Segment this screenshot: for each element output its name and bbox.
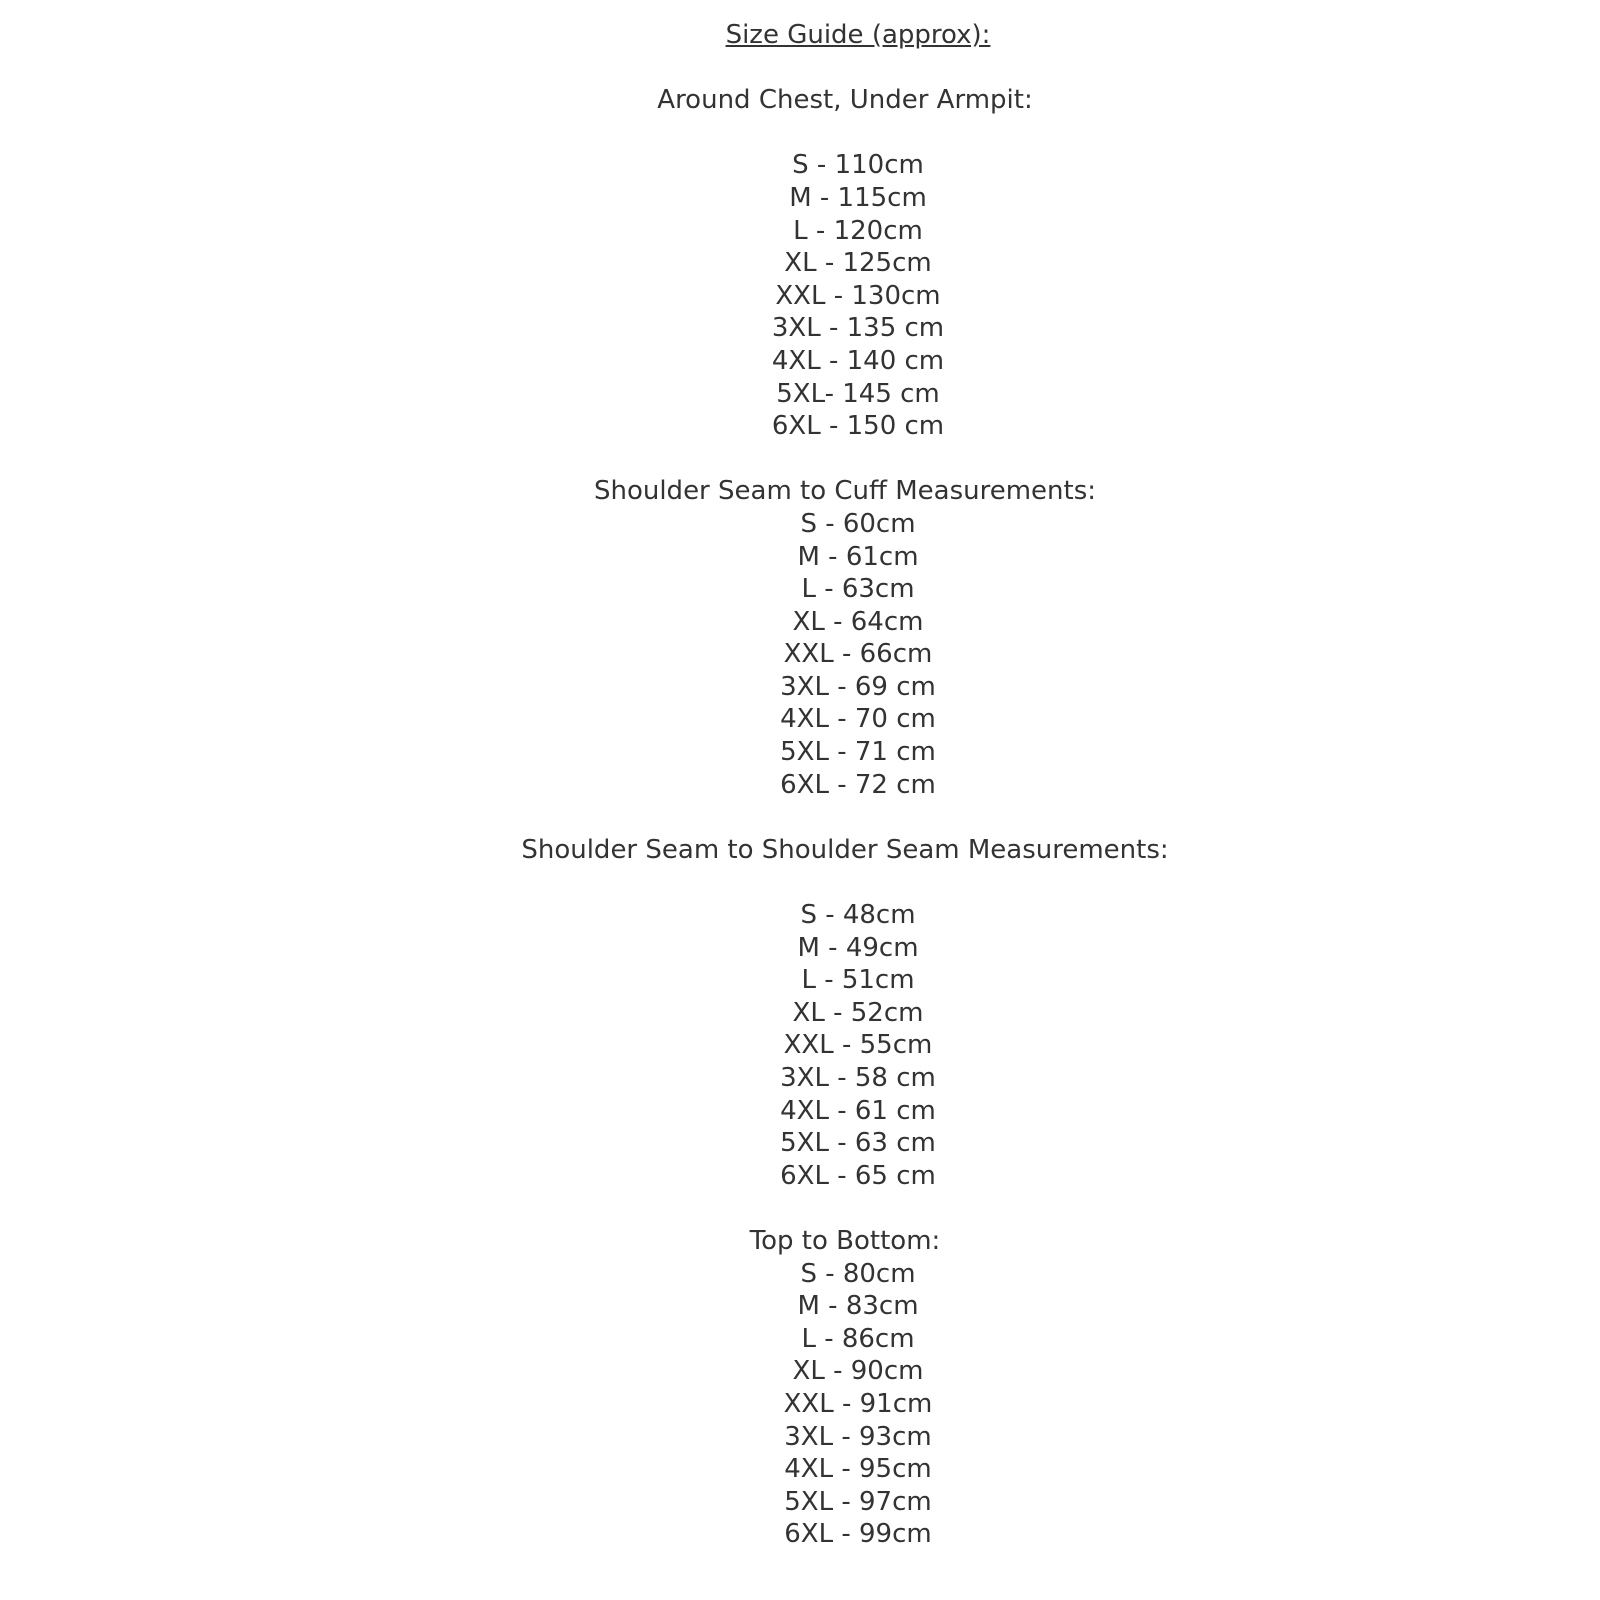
size-measurement: S - 60cm <box>800 508 916 539</box>
size-list-seam-to-seam <box>90 899 1600 1192</box>
size-list-top-to-bottom <box>90 1258 1600 1551</box>
size-measurement: XXL - 91cm <box>783 1388 933 1419</box>
section-seam-to-cuff <box>90 475 1600 801</box>
size-measurement: XL - 125cm <box>784 248 932 279</box>
section-heading-seam-to-seam: Shoulder Seam to Shoulder Seam Measurements: <box>521 834 1169 865</box>
size-measurement: XL - 64cm <box>792 606 924 637</box>
section-heading-top-to-bottom: Top to Bottom: <box>749 1225 941 1256</box>
size-list-seam-to-cuff <box>90 508 1600 801</box>
size-measurement: 4XL - 70 cm <box>780 704 936 735</box>
size-measurement: 3XL - 69 cm <box>780 671 936 702</box>
size-measurement: 6XL - 72 cm <box>780 769 936 800</box>
size-measurement: 6XL - 150 cm <box>771 411 945 442</box>
size-measurement: L - 63cm <box>801 574 915 605</box>
size-measurement: S - 80cm <box>800 1258 916 1289</box>
size-measurement: S - 110cm <box>792 150 924 181</box>
section-heading-seam-to-cuff: Shoulder Seam to Cuff Measurements: <box>593 476 1097 507</box>
size-measurement: M - 61cm <box>797 541 919 572</box>
size-measurement: XL - 90cm <box>792 1356 924 1387</box>
size-measurement: L - 120cm <box>793 215 923 246</box>
size-measurement: 4XL - 61 cm <box>780 1095 936 1126</box>
size-measurement: M - 49cm <box>797 932 919 963</box>
size-measurement: M - 115cm <box>789 182 927 213</box>
section-heading-around-chest: Around Chest, Under Armpit: <box>657 85 1033 116</box>
size-measurement: XXL - 55cm <box>783 1030 933 1061</box>
section-seam-to-seam <box>90 834 1600 1193</box>
section-top-to-bottom <box>90 1225 1600 1551</box>
size-measurement: 5XL- 145 cm <box>776 378 940 409</box>
size-measurement: 6XL - 65 cm <box>780 1160 936 1191</box>
size-measurement: 5XL - 97cm <box>784 1486 932 1517</box>
size-measurement: 5XL - 71 cm <box>780 737 936 768</box>
size-measurement: M - 83cm <box>797 1291 919 1322</box>
size-measurement: S - 48cm <box>800 900 916 931</box>
size-measurement: L - 86cm <box>801 1323 915 1354</box>
section-around-chest <box>90 84 1600 443</box>
size-measurement: XXL - 130cm <box>775 280 941 311</box>
size-list-around-chest <box>90 149 1600 442</box>
size-measurement: 5XL - 63 cm <box>780 1128 936 1159</box>
size-measurement: 4XL - 140 cm <box>771 345 945 376</box>
size-measurement: 6XL - 99cm <box>784 1519 932 1550</box>
size-measurement: 3XL - 58 cm <box>780 1063 936 1093</box>
size-measurement: 3XL - 135 cm <box>771 313 945 344</box>
size-guide-title: Size Guide (approx): <box>725 20 991 50</box>
size-measurement: XL - 52cm <box>792 997 924 1028</box>
size-measurement: XXL - 66cm <box>783 639 933 670</box>
size-measurement: 3XL - 93cm <box>784 1421 932 1452</box>
size-measurement: 4XL - 95cm <box>784 1454 932 1485</box>
size-measurement: L - 51cm <box>801 965 915 996</box>
